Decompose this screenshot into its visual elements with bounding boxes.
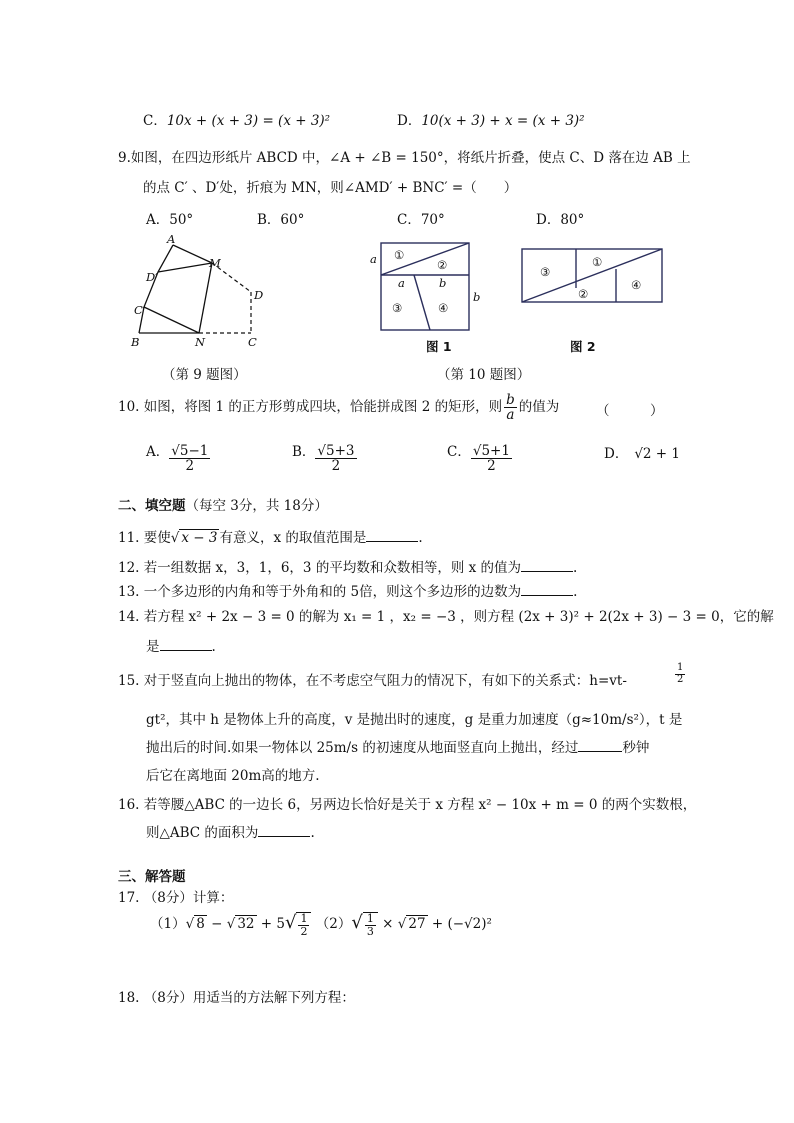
q10-figure-1 xyxy=(366,238,486,336)
q10-fig2-piece-1: ① xyxy=(592,255,603,269)
q10-stem: 10. 如图，将图 1 的正方形剪成四块，恰能拼成图 2 的矩形，则 $\frac{b}{a}$ 的值为 xyxy=(118,392,560,424)
q9-stem-line1: 9.如图，在四边形纸片 ABCD 中，∠A + ∠B = 150°，将纸片折叠，使点 C、D 落在边 AB 上 xyxy=(118,150,691,166)
q9-figure-caption: （第 9 题图） xyxy=(162,367,247,383)
q16-line1: 16. 若等腰△ABC 的一边长 6，另两边长恰好是关于 x 方程 x² − 10x + m = 0 的两个实数根， xyxy=(118,797,697,813)
section-3-heading: 三、解答题 xyxy=(118,869,186,885)
q9-label-m: M xyxy=(209,256,221,270)
q16-answer-blank[interactable] xyxy=(258,824,310,837)
q9-label-b: B xyxy=(131,335,140,349)
q10-option-d: D． √2 + 1 xyxy=(604,446,681,462)
q10-fig1-label-b-right: b xyxy=(473,290,481,304)
q10-fig2-piece-4: ④ xyxy=(631,278,642,292)
q10-fig2-piece-3: ③ xyxy=(540,265,551,279)
q9-label-c: C xyxy=(248,335,257,349)
q13-answer-blank[interactable] xyxy=(521,583,573,596)
q10-figure-1-caption: 图 1 xyxy=(426,339,452,354)
q9-option-c: C．70° xyxy=(397,212,445,228)
q9-label-c-prime: C′ xyxy=(134,303,146,317)
q14-answer-blank[interactable] xyxy=(160,638,212,651)
q18-stem: 18. （8分）用适当的方法解下列方程： xyxy=(118,990,355,1006)
q10-fig1-piece-3: ③ xyxy=(392,301,403,315)
q10-figure-2-caption: 图 2 xyxy=(570,339,596,354)
section-2-heading: 二、填空题（每空 3分，共 18分） xyxy=(118,498,328,514)
q9-stem-line2: 的点 C′ 、D′处，折痕为 MN，则∠AMD′ + BNC′ =（ ） xyxy=(143,180,518,196)
q12: 12. 若一组数据 x，3，1，6，3 的平均数和众数相等，则 x 的值为 . xyxy=(118,560,578,576)
q14-line2: 是 . xyxy=(146,639,216,655)
q11-answer-blank[interactable] xyxy=(366,529,418,542)
q17-parts: （1）√ 8 − √ 32 + 5√ $\frac{1}{2}$ （2）√ $\frac{1}{3}$ × √ 27 + (−√2)² xyxy=(150,912,492,937)
q10-fig1-piece-2: ② xyxy=(437,258,448,272)
q10-fig2-piece-2: ② xyxy=(578,287,589,301)
q9-option-a: A．50° xyxy=(146,212,194,228)
q9-option-b: B．60° xyxy=(257,212,305,228)
q10-figure-2 xyxy=(518,246,668,308)
q10-fig1-piece-1: ① xyxy=(394,248,405,262)
q10-answer-paren: （ ） xyxy=(596,403,664,419)
q9-option-d: D．80° xyxy=(536,212,585,228)
q10-fig1-piece-4: ④ xyxy=(438,301,449,315)
q9-label-d: D xyxy=(254,288,264,302)
q10-option-a: A． $\frac{√5-1}{2}$ xyxy=(146,443,209,475)
q9-label-a: A xyxy=(167,232,176,246)
q9-label-n: N xyxy=(195,335,206,349)
q14-line1: 14. 若方程 x² + 2x − 3 = 0 的解为 x₁ = 1 ，x₂ = −3 ，则方程 (2x + 3)² + 2(2x + 3) − 3 = 0，它的解 xyxy=(118,609,774,625)
q13: 13. 一个多边形的内角和等于外角和的 5倍，则这个多边形的边数为 . xyxy=(118,584,578,600)
q15-half-fraction: $\frac{1}{2}$ xyxy=(677,662,684,685)
q15-line3: 抛出后的时间.如果一物体以 25m/s 的初速度从地面竖直向上抛出，经过 秒钟 xyxy=(146,740,650,756)
q8-option-c: C．10x + (x + 3) = (x + 3)² xyxy=(143,113,331,129)
q15-line1: 15. 对于竖直向上抛出的物体，在不考虑空气阻力的情况下，有如下的关系式：h=vt- xyxy=(118,673,627,689)
q8-option-d: D．10(x + 3) + x = (x + 3)² xyxy=(397,113,585,129)
q10-figure-caption: （第 10 题图） xyxy=(437,367,531,383)
q10-fig1-label-b-inner: b xyxy=(439,276,447,290)
q15-line2: gt²，其中 h 是物体上升的高度，v 是抛出时的速度，g 是重力加速度（g≈10m/s²），t 是 xyxy=(146,712,683,728)
q12-answer-blank[interactable] xyxy=(521,559,573,572)
q9-figure xyxy=(125,230,285,350)
q10-option-c: C． $\frac{√5+1}{2}$ xyxy=(447,443,510,475)
q11: 11. 要使√ x − 3 有意义，x 的取值范围是 . xyxy=(118,526,423,546)
q16-line2: 则△ABC 的面积为 . xyxy=(146,825,315,841)
q15-answer-blank[interactable] xyxy=(578,739,622,752)
q9-label-d-prime: D′ xyxy=(146,270,158,284)
q17-stem: 17. （8分）计算： xyxy=(118,890,234,906)
q10-fig1-label-a-left: a xyxy=(370,252,377,266)
q10-fig1-label-a-inner: a xyxy=(398,276,405,290)
q10-option-b: B． $\frac{√5+3}{2}$ xyxy=(292,443,355,475)
q15-line4: 后它在离地面 20m高的地方. xyxy=(146,768,320,784)
